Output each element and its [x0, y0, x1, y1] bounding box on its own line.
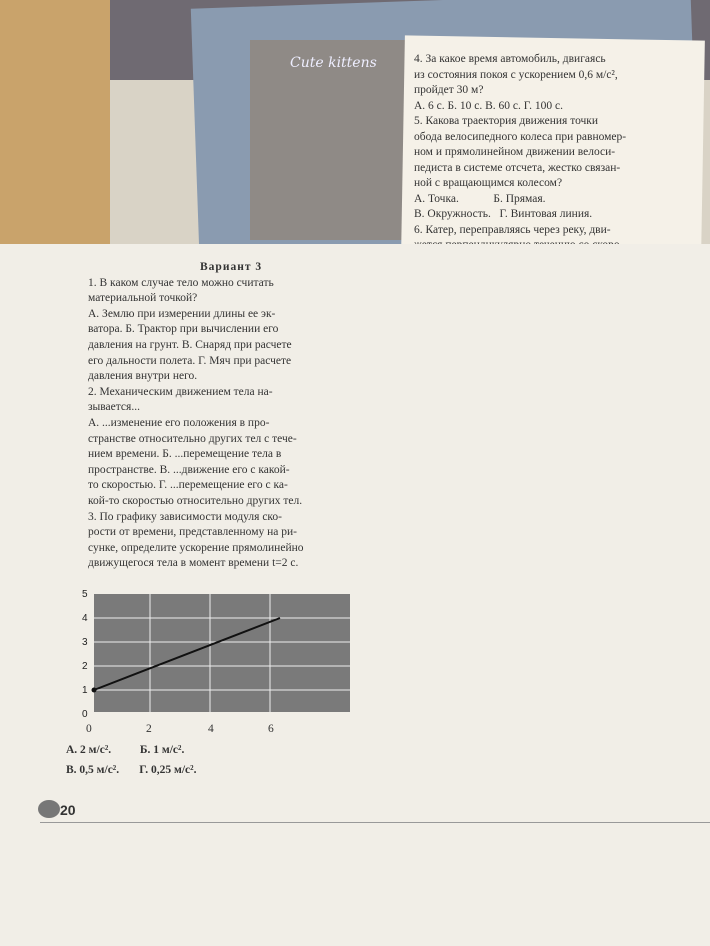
left-column-line: кой-то скоростью относительно других тел. — [88, 495, 303, 507]
x-tick: 4 — [208, 723, 214, 735]
q3-answer-line: А. 2 м/с². Б. 1 м/с². — [66, 744, 185, 756]
right-column-line: педиста в системе отсчета, жестко связан- — [414, 161, 621, 174]
left-column-line: Вариант 3 — [200, 261, 263, 273]
y-tick: 1 — [82, 685, 88, 696]
left-column-line: пространстве. В. ...движение его с какой- — [88, 463, 290, 476]
x-tick: 6 — [268, 723, 274, 735]
y-tick: 3 — [82, 637, 88, 648]
right-column-line: пройдет 30 м? — [414, 84, 484, 96]
q3-answer-line: В. 0,5 м/с². Г. 0,25 м/с². — [66, 764, 197, 776]
right-column-line: 6. Катер, переправляясь через реку, дви- — [414, 223, 611, 236]
right-column-line: А. Точка. Б. Прямая. — [414, 192, 546, 205]
right-column-line: ной с вращающимся колесом? — [414, 177, 563, 189]
left-column-line: 2. Механическим движением тела на- — [88, 385, 273, 398]
left-column-line: сунке, определите ускорение прямолинейно — [88, 541, 304, 554]
page-number-icon — [38, 800, 60, 818]
right-column-line: 5. Какова траектория движения точки — [414, 115, 599, 127]
left-column-line: ватора. Б. Трактор при вычислении его — [88, 323, 279, 336]
left-column-line: 3. По графику зависимости модуля ско- — [88, 510, 283, 523]
right-column-line: А. 6 с. Б. 10 с. В. 60 с. Г. 100 с. — [414, 99, 563, 112]
left-column-line: рости от времени, представленному на ри- — [88, 526, 297, 539]
left-column-line: 1. В каком случае тело можно считать — [88, 276, 274, 289]
left-column-line: нием времени. Б. ...перемещение тела в — [88, 448, 282, 461]
y-tick: 2 — [82, 661, 88, 672]
right-column-line: В. Окружность. Г. Винтовая линия. — [414, 208, 593, 220]
page-number: 20 — [60, 802, 76, 818]
right-column-line: 4. За какое время автомобиль, двигаясь — [414, 53, 606, 65]
left-column-line: зывается... — [88, 401, 140, 414]
velocity-graph — [80, 588, 352, 720]
left-column-line: странстве относительно других тел с тече- — [88, 432, 297, 445]
left-column-line: то скоростью. Г. ...перемещение его с ка- — [88, 479, 288, 492]
y-tick: 0 — [82, 709, 88, 720]
x-tick: 0 — [86, 723, 92, 735]
left-column-line: его дальности полета. Г. Мяч при расчете — [88, 354, 292, 367]
desk-surface — [0, 0, 110, 260]
graph-plot-area — [94, 594, 350, 712]
left-column-line: материальной точкой? — [88, 292, 198, 305]
left-column-line: А. ...изменение его положения в про- — [88, 417, 270, 429]
left-column-line: давления на грунт. В. Снаряд при расчете — [88, 339, 292, 351]
page-divider — [40, 822, 710, 823]
left-column-line: движущегося тела в момент времени t=2 с. — [88, 557, 299, 570]
y-tick: 4 — [82, 613, 88, 624]
right-column-line: из состояния покоя с ускорением 0,6 м/с², — [414, 68, 618, 81]
binder-title: Cute kittens — [290, 55, 377, 71]
x-tick: 2 — [146, 723, 152, 735]
y-tick: 5 — [82, 589, 88, 600]
left-column-line: давления внутри него. — [88, 370, 198, 383]
right-column-line: обода велосипедного колеса при равномер- — [414, 130, 627, 143]
right-column-line: ном и прямолинейном движении велоси- — [414, 146, 616, 158]
left-column-line: А. Землю при измерении длины ее эк- — [88, 307, 276, 320]
